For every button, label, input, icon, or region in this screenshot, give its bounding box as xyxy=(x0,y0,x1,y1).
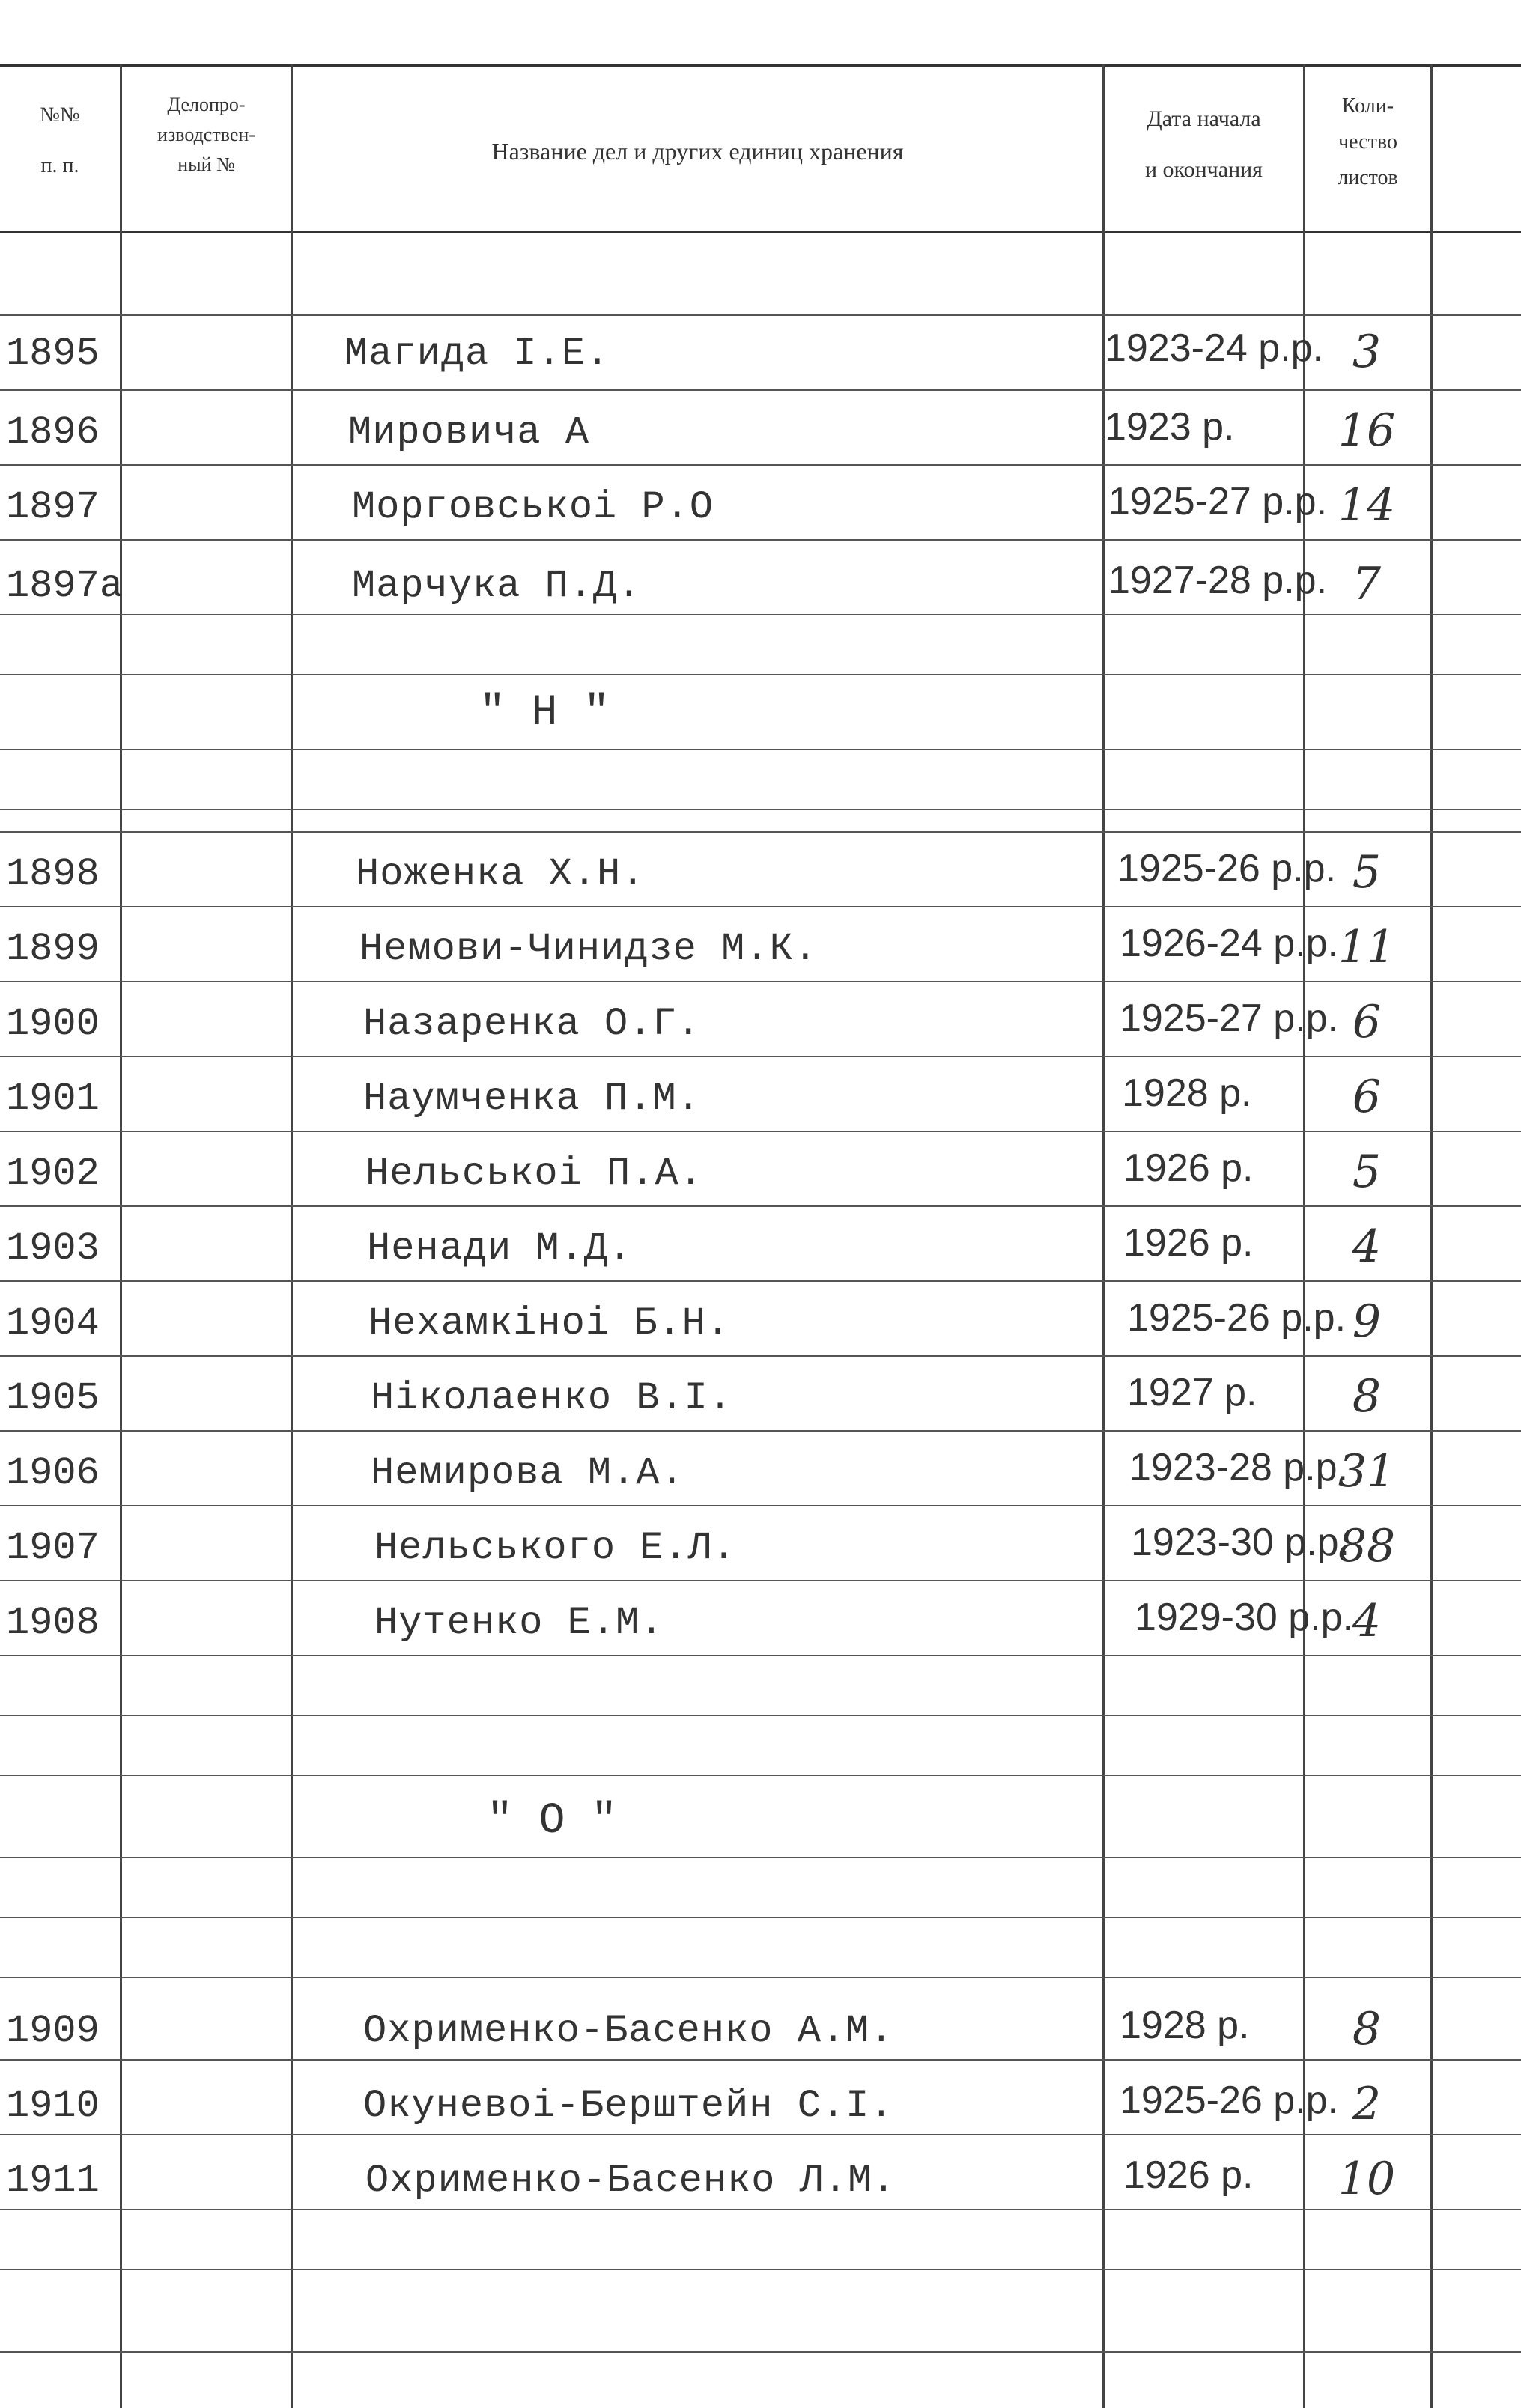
table-row xyxy=(0,1363,1521,1438)
row-number: 1901 xyxy=(6,1077,100,1121)
table-row xyxy=(0,318,1521,393)
row-rule xyxy=(0,809,1521,810)
row-number: 1897 xyxy=(6,485,100,529)
row-title: Нутенко Е.М. xyxy=(374,1601,664,1645)
header-date xyxy=(1105,94,1303,195)
row-title: Охрименко-Басенко А.М. xyxy=(363,2009,894,2053)
section-label-n: " Н " xyxy=(479,689,610,738)
row-date: 1923-24 р.р. xyxy=(1105,326,1324,370)
row-date: 1926-24 р.р. xyxy=(1120,922,1339,965)
table-row xyxy=(0,2145,1521,2220)
row-number: 1897а xyxy=(6,564,124,608)
row-sheet-count: 10 xyxy=(1338,2153,1396,2205)
table-row xyxy=(0,2070,1521,2145)
row-date: 1923 р. xyxy=(1105,405,1235,449)
header-num-line2: п. п. xyxy=(40,154,79,177)
table-row xyxy=(0,1138,1521,1213)
row-date: 1926 р. xyxy=(1123,1146,1254,1190)
row-number: 1909 xyxy=(6,2009,100,2053)
row-title: Марчука П.Д. xyxy=(352,564,642,608)
row-sheet-count: 6 xyxy=(1352,1071,1382,1123)
row-sheet-count: 88 xyxy=(1338,1520,1396,1572)
row-title: Назаренка О.Г. xyxy=(363,1002,701,1046)
row-number: 1903 xyxy=(6,1226,100,1271)
row-date: 1923-28 р.р. xyxy=(1129,1446,1349,1489)
header-date-line1: Дата начала xyxy=(1147,106,1261,131)
row-number: 1899 xyxy=(6,927,100,971)
row-date: 1923-30 р.р. xyxy=(1131,1521,1350,1564)
header-title: Название дел и других единиц хранения xyxy=(491,138,904,165)
header-office-line1: Делопро- xyxy=(167,94,246,115)
row-title: Нельського Е.Л. xyxy=(374,1526,737,1570)
header-office-line2: изводствен- xyxy=(157,124,255,145)
row-title: Охрименко-Басенко Л.М. xyxy=(365,2159,896,2203)
row-sheet-count: 9 xyxy=(1352,1295,1382,1348)
table-row xyxy=(0,397,1521,472)
row-date: 1927-28 р.р. xyxy=(1108,559,1328,602)
row-rule xyxy=(0,314,1521,316)
row-date: 1928 р. xyxy=(1120,2004,1250,2047)
row-number: 1895 xyxy=(6,332,100,376)
header-date-line2: и окончания xyxy=(1145,157,1263,182)
row-title: Наумченка П.М. xyxy=(363,1077,701,1121)
row-title: Ненади М.Д. xyxy=(367,1226,633,1271)
row-sheet-count: 2 xyxy=(1352,2078,1382,2130)
header-bottom-border xyxy=(0,231,1521,233)
row-sheet-count: 4 xyxy=(1352,1220,1382,1273)
row-rule xyxy=(0,1857,1521,1858)
row-sheet-count: 6 xyxy=(1352,996,1382,1048)
header-num xyxy=(0,90,120,192)
row-title: Ніколаенко В.І. xyxy=(371,1376,733,1420)
row-rule xyxy=(0,1715,1521,1716)
table-row xyxy=(0,913,1521,988)
row-date: 1925-27 р.р. xyxy=(1108,480,1328,523)
row-date: 1926 р. xyxy=(1123,1221,1254,1265)
row-number: 1907 xyxy=(6,1526,100,1570)
row-number: 1900 xyxy=(6,1002,100,1046)
row-number: 1898 xyxy=(6,852,100,896)
row-date: 1929-30 р.р. xyxy=(1135,1596,1354,1639)
header-sheets-line1: Коли- xyxy=(1341,94,1394,118)
row-number: 1896 xyxy=(6,410,100,454)
table-row xyxy=(0,1213,1521,1288)
table-row xyxy=(0,1512,1521,1587)
row-number: 1910 xyxy=(6,2084,100,2128)
row-sheet-count: 14 xyxy=(1338,479,1396,532)
row-sheet-count: 5 xyxy=(1352,846,1382,899)
row-number: 1911 xyxy=(6,2159,100,2203)
row-sheet-count: 8 xyxy=(1352,1370,1382,1423)
row-date: 1925-26 р.р. xyxy=(1120,2079,1339,2122)
row-rule xyxy=(0,1917,1521,1918)
header-office-line3: ный № xyxy=(177,153,235,175)
row-title: Окуневоі-Берштейн С.І. xyxy=(363,2084,894,2128)
row-title: Нельськоі П.А. xyxy=(365,1152,703,1196)
table-row xyxy=(0,839,1521,913)
table-row xyxy=(0,472,1521,547)
row-title: Магида І.Е. xyxy=(344,332,610,376)
row-sheet-count: 7 xyxy=(1352,558,1382,610)
row-date: 1925-27 р.р. xyxy=(1120,997,1339,1040)
row-rule xyxy=(0,674,1521,675)
table-row xyxy=(0,1063,1521,1138)
row-sheet-count: 5 xyxy=(1352,1146,1382,1198)
row-title: Ноженка Х.Н. xyxy=(356,852,646,896)
row-sheet-count: 4 xyxy=(1352,1595,1382,1647)
row-rule xyxy=(0,2269,1521,2270)
row-rule xyxy=(0,2351,1521,2353)
row-title: Немирова М.А. xyxy=(371,1451,684,1495)
row-number: 1908 xyxy=(6,1601,100,1645)
header-sheets xyxy=(1305,88,1430,196)
table-row xyxy=(0,1288,1521,1363)
row-title: Мировича А xyxy=(348,410,590,454)
row-date: 1926 р. xyxy=(1123,2153,1254,2197)
row-title: Морговськоі Р.О xyxy=(352,485,714,529)
row-rule xyxy=(0,831,1521,833)
row-sheet-count: 11 xyxy=(1338,921,1396,973)
row-title: Нехамкіноі Б.Н. xyxy=(368,1301,731,1346)
header-sheets-line3: листов xyxy=(1338,166,1398,189)
row-number: 1902 xyxy=(6,1152,100,1196)
row-date: 1925-26 р.р. xyxy=(1117,847,1337,890)
row-sheet-count: 8 xyxy=(1352,2003,1382,2055)
header-sheets-line2: чество xyxy=(1338,130,1397,153)
table-row xyxy=(0,988,1521,1063)
table-row xyxy=(0,1587,1521,1662)
table-row xyxy=(0,1995,1521,2070)
row-rule xyxy=(0,1775,1521,1776)
section-label-o: " О " xyxy=(487,1797,618,1846)
row-rule xyxy=(0,1977,1521,1978)
table-row xyxy=(0,550,1521,625)
row-number: 1904 xyxy=(6,1301,100,1346)
header-num-line1: №№ xyxy=(40,103,80,127)
row-sheet-count: 31 xyxy=(1338,1445,1396,1498)
row-title: Немови-Чинидзе М.К. xyxy=(359,927,818,971)
row-date: 1927 р. xyxy=(1127,1371,1257,1414)
table-top-border xyxy=(0,64,1521,67)
row-number: 1905 xyxy=(6,1376,100,1420)
row-date: 1925-26 р.р. xyxy=(1127,1296,1347,1340)
row-rule xyxy=(0,749,1521,750)
header-office xyxy=(122,90,291,180)
row-date: 1928 р. xyxy=(1122,1071,1252,1115)
row-sheet-count: 3 xyxy=(1352,326,1382,378)
row-number: 1906 xyxy=(6,1451,100,1495)
row-sheet-count: 16 xyxy=(1338,404,1396,457)
table-row xyxy=(0,1438,1521,1512)
